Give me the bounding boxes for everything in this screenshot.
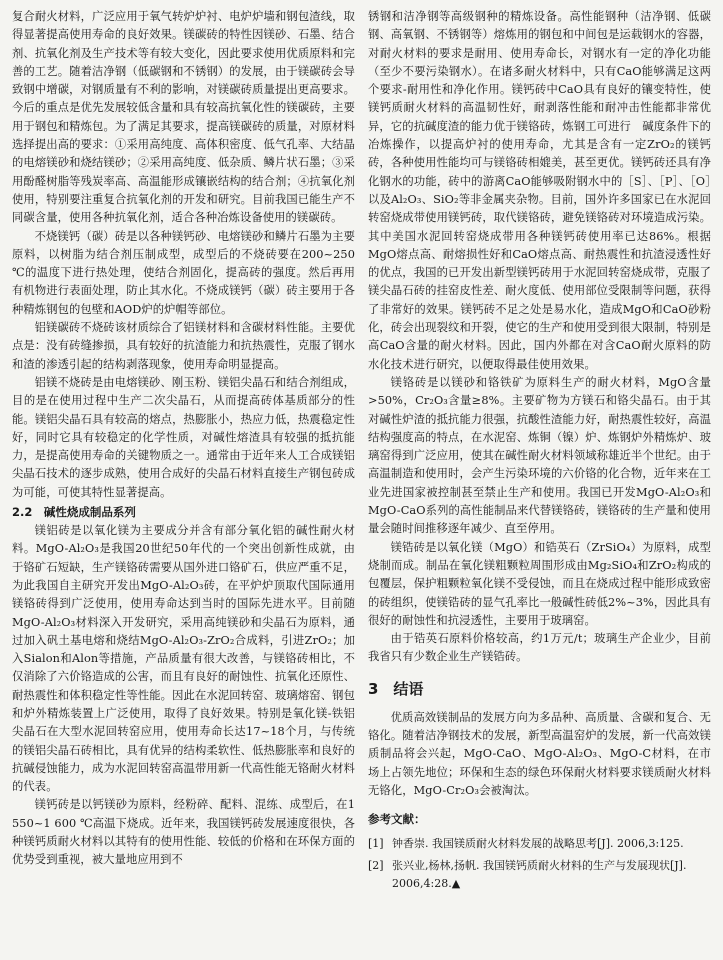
reference-item	[368, 857, 711, 893]
paragraph: 镁钙砖是以钙镁砂为原料，经粉碎、配料、混练、成型后，在1 550~1 600 ℃高温下烧成。近年来，我国镁钙砖发展速度很快，各种镁钙质耐火材料以其特有的使用性能、较低的价格和在环保方面的优势受到重视，被大量地应用到不	[12, 798, 355, 867]
section-heading-conclusion: 3 结语	[368, 679, 424, 698]
section-heading: 2.2 碱性烧成制品系列	[12, 505, 136, 520]
paragraph: 锈钢和洁净钢等高级钢种的精炼设备。高性能钢种（洁净钢、低碳钢、高氧钢、不锈钢等）熔炼用的钢包和中间包是运载钢水的容器，对耐火材料的要求是耐用、使用寿命长，对钢水有一定的净化功能（至少不要污染钢水）。在诸多耐火材料中，只有CaO能够满足这两个要求-耐用性和净化作用。镁钙砖中CaO具有良好的镶变特性，使镁钙质耐火材料的高温韧性好，耐剥落性能和耐冲击性能都非常优异，它的抗碱度渣的能力优于镁铬砖，炼钢工可进行 碱度条件下的冶炼操作，以提高炉衬的使用寿命，尤其是含有一定ZrO₂的镁钙砖，各种使用性能均可与镁铬砖相媲美，甚至更优。镁钙砖还具有净化钢水的功能，砖中的游离CaO能够吸附钢水中的［S］、［P］、［O］以及Al₂O₃、SiO₂等非金属夹杂物。目前，国外许多国家已在水泥回转窑烧成带使用镁钙砖，取代镁铬砖，避免镁铬砖对环境造成污染。其中美国水泥回转窑烧成带用各种镁钙砖使用率已达86%。根据MgO熔点高、耐熔损性好和CaO熔点高、耐热震性和抗渣浸透性好的优点，我国的已开发出新型镁钙砖用于水泥回转窑烧成带，克服了镁尖晶石砖的挂窑皮性差、耐火度低、使用部位受限制等问题，获得了非常好的效果。镁钙砖不足之处是易水化，造成MgO和CaO砂粉化，砖会出现裂纹和开裂，使它的生产和使用受到很大限制，特别是高CaO含量的耐火材料。因此，国内外都在对含CaO耐火原料的防水化技术进行研究，以便取得最佳使用效果。	[368, 10, 711, 371]
reference-number: [2]	[368, 859, 384, 873]
paragraph: 铝镁不烧砖是由电熔镁砂、刚玉粉、镁铝尖晶石和结合剂组成，目的是在使用过程中生产二次尖晶石，从而提高砖体基质部分的性能。镁铝尖晶石具有较高的熔点，热膨胀小，热应力低，热震稳定性好，同时它具有较稳定的化学性质，对碱性熔渣具有较强的抵抗能力，是提高使用寿命的关键物质之一。通常由于近年来人工合成镁铝尖晶石技术的逐步成熟，使用合成好的尖晶石材料直接生产钢包砖成为可能，可使其特性显著提高。	[12, 375, 355, 499]
paragraph: 由于锆英石原料价格较高，约1万元/t；玻璃生产企业少，目前我省只有少数企业生产镁锆砖。	[368, 632, 711, 664]
paragraph: 镁铬砖是以镁砂和铬铁矿为原料生产的耐火材料，MgO含量>50%，Cr₂O₃含量≥8%。主要矿物为方镁石和铬尖晶石。由于其对碱性炉渣的抵抗能力很强，抗酸性渣能力好，耐热震性较好，高温结构强度高的特点，在水泥窑、炼铜（镍）炉、炼钢炉外精炼炉、玻璃窑得到广泛应用，使其在碱性耐火材料领域称雄近半个世纪。由于高温制造和使用时，会产生污染环境的六价铬的化合物，近年来在工业先进国家被控制甚至禁止生产和使用。我国已开发MgO-Al₂O₃和MgO-CaO系列的高性能制品来代替镁铬砖，镁铬砖的生产量和使用量会随时间推移逐年减少、直至停用。	[368, 375, 711, 536]
paragraph: 镁铝砖是以氧化镁为主要成分并含有部分氧化铝的碱性耐火材料。MgO-Al₂O₃是我国20世纪50年代的一个突出创新性成就，由于铬矿石短缺，生产镁铬砖需要从国外进口铬矿石，供应严重不足，为此我国自主研究开发出MgO-Al₂O₃砖，在平炉炉顶取代国际通用镁铬砖得到广泛使用，使用寿命达到当时的国际先进水平。目前随MgO-Al₂O₃材料深入开发研究，采用高纯镁砂和尖晶石为原料，通过加入矾土基电熔和烧结MgO-Al₂O₃-ZrO₂合成料，引进ZrO₂；加入Sialon和Alon等措施，产品质量有很大改善，与镁铬砖相比，不仅消除了六价铬造成的公害，而且有良好的耐蚀性、抗氧化还原性、耐热震性和体积稳定性等性能。因此在水泥回转窑、玻璃熔窑、钢包和炉外精炼装置上广泛使用，取得了良好效果。特别是氧化镁-铁铝尖晶石在大型水泥回转窑应用，使用寿命长达17~18个月，与传统的镁铝尖晶石砖相比，具有优异的结构柔软性、低热膨胀率和良好的抗碱侵蚀能力，成为水泥回转窑高温带用新一代高性能无铬耐火材料的代表。	[12, 524, 355, 794]
references-title: 参考文献：	[368, 812, 426, 827]
left-column	[12, 8, 355, 960]
reference-text: 钟香崇. 我国镁质耐火材料发展的战略思考[J]. 2006,3:125.	[392, 837, 684, 851]
reference-number: [1]	[368, 837, 384, 851]
paragraph: 复合耐火材料，广泛应用于氧气转炉炉衬、电炉炉墙和钢包渣线，取得显著提高使用寿命的良好效果。镁碳砖的特性因镁砂、石墨、结合剂、抗氧化剂及生产技术等有较大变化，因此要求使用优质原料和完善的工艺。随着洁净钢（低碳钢和不锈钢）的发展，由于镁碳砖会导致钢中增碳，对钢质量有不利的影响，对镁碳砖质量提出更高要求。今后的重点是优先发展较低含量和具有较高抗氧化性的镁碳砖，主要用于钢包和精炼包。为了满足其要求，提高镁碳砖的质量，对原材料选择提出高的要求：①采用高纯度、高体积密度、低气孔率、大结晶的电熔镁砂和烧结镁砂；②采用高纯度、低杂质、鳞片状石墨；③采用酚醛树脂等残炭率高、高温能形成镶嵌结构的结合剂；④抗氧化剂使用，特别要注重复合抗氧化剂的开发和研究。目前我国已能生产不同碳含量，使用各种抗氧化剂，适合各种冶炼设备使用的镁碳砖。	[12, 10, 355, 225]
right-column	[368, 8, 711, 960]
reference-text: 张兴业,杨林,扬帆. 我国镁钙质耐火材料的生产与发展现状[J]. 2006,4:28.▲	[392, 859, 687, 891]
reference-item	[368, 835, 711, 853]
paragraph: 不烧镁钙（碳）砖是以各种镁钙砂、电熔镁砂和鳞片石墨为主要原料，以树脂为结合剂压制成型，成型后的不烧砖要在200~250 ℃的温度下进行热处理，使结合剂固化，提高砖的强度。然后再用有机物进行表面处理，防止其水化。不烧成镁钙（碳）砖主要用于各种精炼钢包的包壁和AOD炉的炉帽等部位。	[12, 229, 355, 316]
paragraph: 优质高效镁制品的发展方向为多品种、高质量、含碳和复合、无铬化。随着洁净钢技术的发展，新型高温窑炉的发展，新一代高效镁质制品将会兴起，MgO-CaO、MgO-Al₂O₃、MgO-C材料，在市场上占领先地位；环保和生态的绿色环保耐火材料要求镁质耐火材料无铬化，MgO-Cr₂O₃会被淘汰。	[368, 710, 711, 797]
paragraph: 镁锆砖是以氧化镁（MgO）和锆英石（ZrSiO₄）为原料，成型烧制而成。制品在氧化镁粗颗粒周围形成由Mg₂SiO₄和ZrO₂构成的包覆层，保护粗颗粒氧化镁不受侵蚀，而且在烧成过程中能形成致密的砖组织，使镁锆砖的显气孔率比一般碱性砖低2%~3%，因此具有很好的耐蚀性和抗浸透性，主要用于玻璃窑。	[368, 540, 711, 627]
paragraph: 铝镁碳砖不烧砖该材质综合了铝镁材料和含碳材料性能。主要优点是：没有砖缝掺损，具有较好的抗渣能力和抗热震性，克服了钢水和渣的渗透引起的结构剥落现象，使用寿命明显提高。	[12, 321, 355, 371]
